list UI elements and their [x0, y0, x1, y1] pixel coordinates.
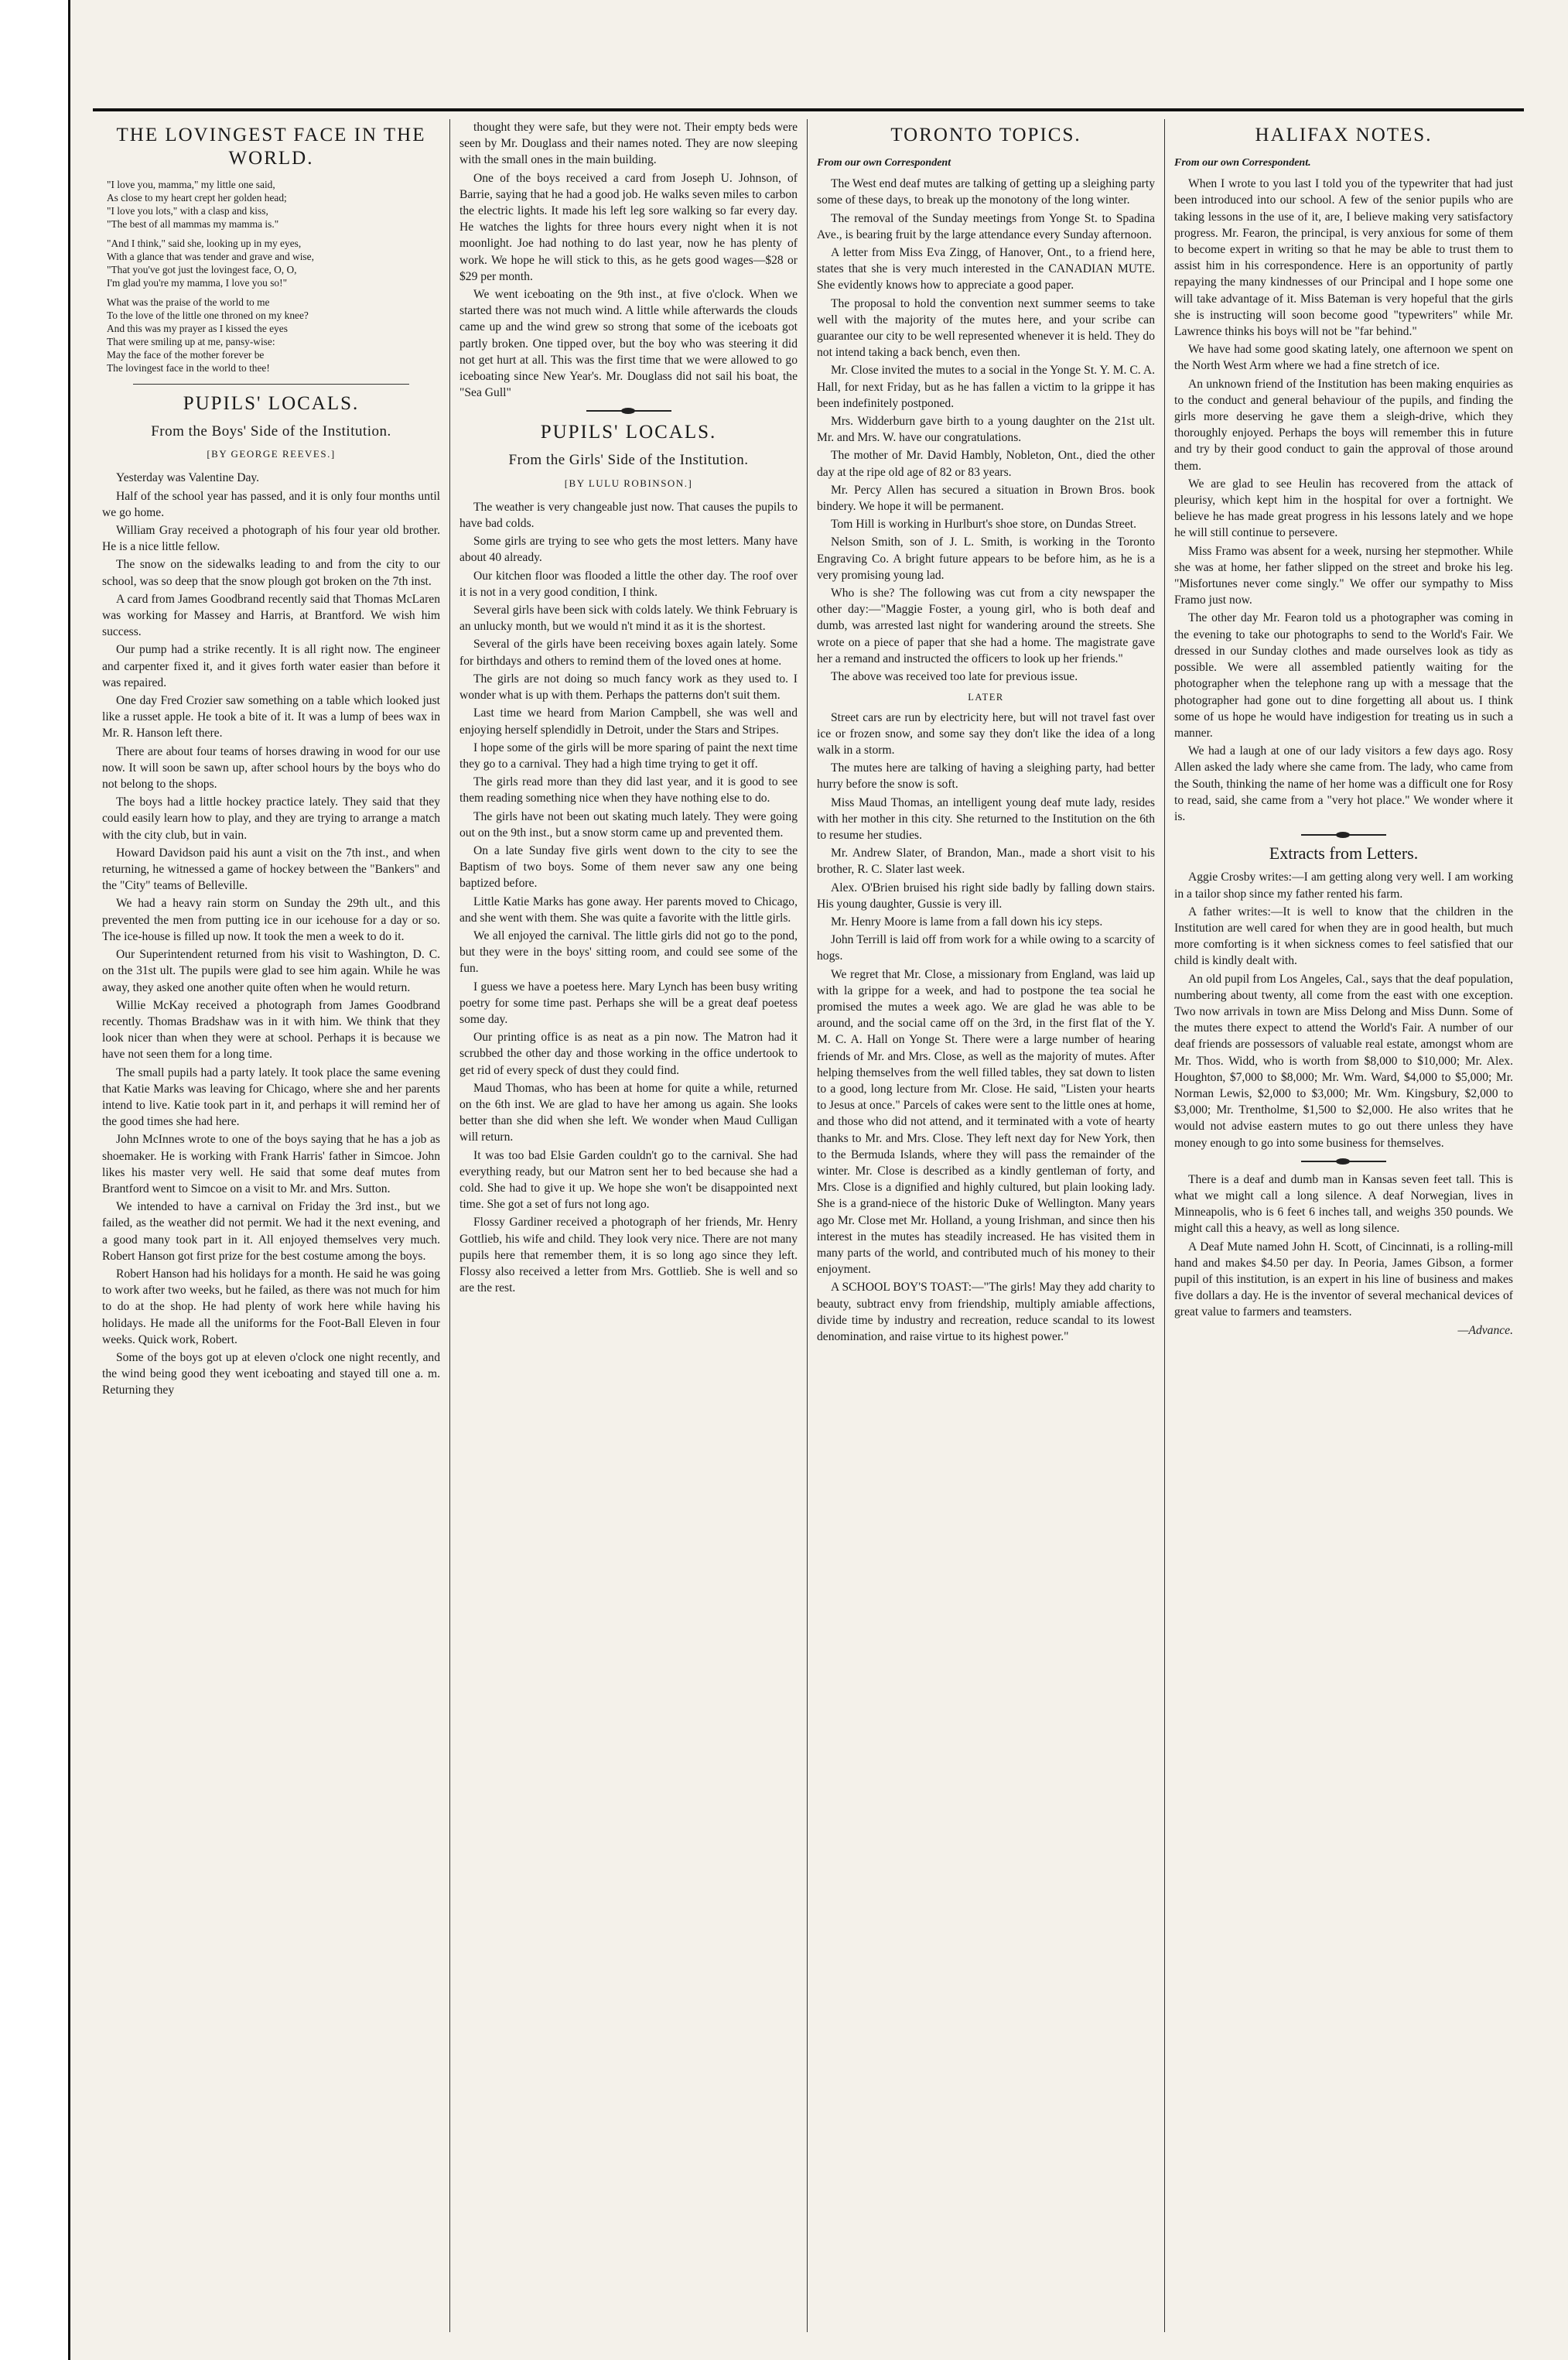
column-2: [450, 119, 808, 2332]
poem-line: "That you've got just the lovingest face, O, O,: [107, 264, 297, 275]
source-credit: —Advance.: [1457, 1323, 1513, 1337]
paragraph: Mrs. Widderburn gave birth to a young daughter on the 21st ult. Mr. and Mrs. W. have our congratulations.: [817, 415, 1155, 445]
extracts-title: Extracts from Letters.: [1269, 843, 1419, 864]
closing-items: [1174, 1171, 1513, 1321]
paragraph: The above was received too late for previous issue.: [831, 670, 1078, 684]
paragraph: Several of the girls have been receiving boxes again lately. Some for birthdays and others to remind them of the loved ones at home.: [459, 638, 798, 668]
poem-line: As close to my heart crept her golden head;: [107, 192, 287, 204]
paragraph: A card from James Goodbrand recently said that Thomas McLaren was working for Massey and Harris, at Brantford. We wish him success.: [102, 592, 440, 639]
toronto-later-body: [817, 710, 1155, 1346]
paragraph: Mr. Andrew Slater, of Brandon, Man., made a short visit to his brother, R. C. Slater last week.: [817, 847, 1155, 877]
extracts-body: [1174, 869, 1513, 1151]
toronto-topics-title: TORONTO TOPICS.: [890, 125, 1081, 145]
paragraph: Howard Davidson paid his aunt a visit on the 7th inst., and when returning, he witnessed a game of hockey between the "Bankers" and the "City" teams of Belleville.: [102, 846, 440, 893]
paragraph: On a late Sunday five girls went down to the city to see the Baptism of two boys. Some of them never saw any one being baptized before.: [459, 843, 798, 891]
paragraph: The girls read more than they did last year, and it is good to see them reading something nice when they have nothing else to do.: [459, 775, 798, 805]
paragraph: Our Superintendent returned from his visit to Washington, D. C. on the 31st ult. The pupils were glad to see him again. While he was away, they asked one another quite often when he would return.: [102, 948, 440, 994]
toronto-topics-body: [817, 176, 1155, 685]
paragraph: We had a laugh at one of our lady visitors a few days ago. Rosy Allen asked the lady where she came from. The lady, who came from the South, thinking the name of her home was a difficult one for Rosy to read, said, she came from a "very hot place." We wonder where it is.: [1174, 744, 1513, 823]
column-3: [808, 119, 1165, 2332]
poem: [107, 178, 440, 375]
paragraph: The proposal to hold the convention next summer seems to take well with the majority of the mutes here, and your scribe can guarantee our city to be well represented whenever it is held. They do not intend taking a back bench, even then.: [817, 296, 1155, 360]
paragraph: A letter from Miss Eva Zingg, of Hanover, Ont., to a friend here, states that she is very much interested in the CANADIAN MUTE. She evidently knows how to appreciate a good paper.: [817, 246, 1155, 292]
poem-line: "The best of all mammas my mamma is.": [107, 218, 279, 230]
paragraph: Alex. O'Brien bruised his right side badly by falling down stairs. His young daughter, Gussie is very ill.: [817, 881, 1155, 911]
paragraph: We all enjoyed the carnival. The little girls did not go to the pond, but they were in the boys' sitting room, and could see some of the fun.: [459, 929, 798, 976]
girls-locals-subtitle: From the Girls' Side of the Institution.: [508, 452, 749, 469]
poem-line: I'm glad you're my mamma, I love you so!": [107, 277, 288, 289]
paragraph: When I wrote to you last I told you of the typewriter that had just been introduced into our school. A few of the senior pupils who are taking lessons in the use of it, are, I believe making very satisfactory progress. Mr. Fearon, the principal, is very anxious for some of them to become expert in writing so that he may be able to trust them to assist him in his correspondence. Here is an opportunity of partly repaying the many kindnesses of our Principal and I hope some one will take advantage of it. Miss Bateman is very hopeful that the girls she is instructing will soon become good "typewriters" while Mr. Lawrence thinks his boys will not be "far behind.": [1174, 177, 1513, 339]
paragraph: Half of the school year has passed, and it is only four months until we go home.: [102, 489, 440, 519]
paragraph: A SCHOOL BOY'S TOAST:—"The girls! May they add charity to beauty, subtract envy from friendship, multiply amiable affections, divide time by industry and recreation, reduce scandal to its lowest denomination, and raise virtue to its highest power.": [817, 1281, 1155, 1344]
halifax-notes-body: [1174, 176, 1513, 825]
paragraph: Street cars are run by electricity here, but will not travel fast over ice or frozen snow, and some say they don't like the idea of a long walk in a storm.: [817, 710, 1155, 757]
paragraph: John Terrill is laid off from work for a while owing to a scarcity of hogs.: [817, 933, 1155, 963]
column-1: [93, 119, 450, 2332]
paragraph: Nelson Smith, son of J. L. Smith, is working in the Toronto Engraving Co. A bright future appears to be before him, as he is a very promising young lad.: [817, 535, 1155, 582]
girls-locals-byline: [BY LULU ROBINSON.]: [564, 477, 693, 489]
paragraph: Mr. Close invited the mutes to a social in the Yonge St. Y. M. C. A. Hall, for next Friday, but as he has fallen a victim to la grippe it has been indefinitely postponed.: [817, 364, 1155, 410]
paragraph: Who is she? The following was cut from a city newspaper the other day:—"Maggie Foster, a young girl, who is both deaf and dumb, was arrested last night for wandering around the streets. She wrote on a piece of paper that she had a home. The magistrate gave her a remand and instructed the officers to look up her friends.": [817, 587, 1155, 665]
paragraph: I hope some of the girls will be more sparing of paint the next time they go to a carnival. They had a high time trying to get it off.: [459, 740, 798, 771]
paragraph: We intended to have a carnival on Friday the 3rd inst., but we failed, as the weather did not permit. We had it the next evening, and a good many took part in it. All enjoyed themselves very much. Robert Hanson got first prize for the best costume among the boys.: [102, 1200, 440, 1263]
paragraph: Our pump had a strike recently. It is all right now. The engineer and carpenter fixed it, and it gives forth water easier than before it was repaired.: [102, 643, 440, 689]
paragraph: Willie McKay received a photograph from James Goodbrand recently. Thomas Bradshaw was in it with him. We think that they look nicer than when they were at school. Perhaps it is because we have not seen them for a long time.: [102, 998, 440, 1062]
toronto-correspondent: From our own Correspondent: [817, 157, 951, 169]
paragraph: John McInnes wrote to one of the boys saying that he has a job as shoemaker. He is working with Frank Harris' father in Simcoe. John likes his master very well. He said that some deaf mutes from Brantford went to Simcoe on a visit to Mr. and Mrs. Sutton.: [102, 1133, 440, 1195]
paragraph: Yesterday was Valentine Day.: [116, 471, 260, 485]
paragraph: We went iceboating on the 9th inst., at five o'clock. When we started there was not much wind. A little while afterwards the clouds came up and the wind grew so strong that some of the iceboats got partly broken. One tipped over, but the boy who was steering it did not get hurt at all. This was the first time that we were allowed to go iceboating since New Year's. Mr. Douglass did not sail his boat, the "Sea Gull": [459, 288, 798, 400]
top-rule: [93, 108, 1524, 111]
poem-line: That were smiling up at me, pansy-wise:: [107, 336, 275, 347]
paragraph: William Gray received a photograph of his four year old brother. He is a nice little fellow.: [102, 524, 440, 554]
paragraph: An unknown friend of the Institution has been making enquiries as to the conduct and general behaviour of the pupils, and finding the girls more deserving he gave them a sleigh-drive, which they thoroughly enjoyed. Perhaps the boys will remember this in future and try by their good conduct to gain the approval of those around them.: [1174, 377, 1513, 473]
column-4: [1165, 119, 1522, 2332]
paragraph: It was too bad Elsie Garden couldn't go to the carnival. She had everything ready, but our Matron sent her to bed because she had a cold. She had to give it up. We hope she won't be disappointed next time. She got a set of furs not long ago.: [459, 1148, 798, 1212]
ornament-divider: [1301, 834, 1386, 836]
poem-line: "And I think," said she, looking up in my eyes,: [107, 238, 302, 249]
boys-locals-subtitle: From the Boys' Side of the Institution.: [151, 423, 391, 440]
paragraph: The mutes here are talking of having a sleighing party, had better hurry before the snow is soft.: [817, 761, 1155, 792]
newspaper-page: [93, 108, 1524, 2337]
paragraph: The girls are not doing so much fancy work as they used to. I wonder what is up with them. Perhaps the patterns don't suit them.: [459, 672, 798, 703]
boys-locals-continued: [459, 119, 798, 401]
paragraph: One day Fred Crozier saw something on a table which looked just like a russet apple. He took a bite of it. It was a lump of bees wax in Mr. R. Hanson left there.: [102, 694, 440, 740]
paragraph: Last time we heard from Marion Campbell, she was well and enjoying herself splendidly in Detroit, under the Stars and Stripes.: [459, 706, 798, 737]
paragraph: There are about four teams of horses drawing in wood for our use now. It will soon be sawn up, after school hours by the boys who do not belong to the shops.: [102, 744, 440, 792]
poem-title: THE LOVINGEST FACE IN THE WORLD.: [116, 125, 426, 169]
paragraph: The West end deaf mutes are talking of getting up a sleighing party some of these days, to break up the monotony of the long winter.: [817, 177, 1155, 207]
paragraph: An old pupil from Los Angeles, Cal., says that the deaf population, numbering about twenty, all come from the east with one exception. Two now arrivals in town are Miss Delong and Miss Dunn. Some of the mutes there expect to attend the World's Fair. A number of our deaf friends are possessors of valuable real estate, amongst whom are Mr. Thos. Widd, who is worth from $8,000 to $10,000; Mr. Alex. Houghton, $7,000 to $8,000; Mr. Wm. Ward, $4,000 to $5,000; Mr. Norman Lewis, $2,000 to $3,000; Mr. Wm. Kingsbury, $2,000 to $3,000; Mr. Trentholme, $1,500 to $2,000. He also writes that he would not advise eastern mutes to go out there unless they have money enough to go into some business for themselves.: [1174, 972, 1513, 1150]
paragraph: The snow on the sidewalks leading to and from the city to our school, was so deep that the snow plough got broken on the 7th inst.: [102, 558, 440, 588]
poem-line: To the love of the little one throned on my knee?: [107, 310, 309, 321]
paragraph: The removal of the Sunday meetings from Yonge St. to Spadina Ave., is bearing fruit by the large attendance every Sunday afternoon.: [817, 211, 1155, 241]
paragraph: Several girls have been sick with colds lately. We think February is an unlucky month, but we would n't mind it as it is the shortest.: [459, 604, 798, 634]
paragraph: Some of the boys got up at eleven o'clock one night recently, and the wind being good they went iceboating and stayed till one a. m. Returning they: [102, 1350, 440, 1397]
poem-stanza: [107, 296, 440, 375]
halifax-correspondent: From our own Correspondent.: [1174, 157, 1311, 169]
paragraph: I guess we have a poetess here. Mary Lynch has been busy writing poetry for some time past. Perhaps she will be a great deaf poetess some day.: [459, 980, 798, 1026]
divider: [133, 384, 409, 385]
paragraph: Robert Hanson had his holidays for a month. He said he was going to work after two weeks, but he failed, as there was not much for him to do at the shop. He had plenty of work here while having his holidays. He made all the uniforms for the Foot-Ball Eleven in four weeks. Quick work, Robert.: [102, 1267, 440, 1346]
poem-line: May the face of the mother forever be: [107, 349, 265, 361]
paragraph: The mother of Mr. David Hambly, Nobleton, Ont., died the other day at the ripe old age of 82 or 83 years.: [817, 449, 1155, 479]
poem-line: The lovingest face in the world to thee!: [107, 362, 270, 374]
poem-line: "I love you, mamma," my little one said,: [107, 179, 275, 190]
paragraph: Flossy Gardiner received a photograph of her friends, Mr. Henry Gottlieb, his wife and child. They look very nice. There are not many pupils here that remember them, it is so long ago since they left. Flossy also received a letter from Mrs. Gottlieb. She is well and so are the rest.: [459, 1216, 798, 1295]
boys-locals-body: [102, 470, 440, 1398]
later-label: LATER: [968, 692, 1004, 703]
paragraph: Our kitchen floor was flooded a little the other day. The roof over it is not in a very good condition, I think.: [459, 569, 798, 599]
ornament-divider: [1301, 1161, 1386, 1162]
paragraph: We had a heavy rain storm on Sunday the 29th ult., and this prevented the men from putting ice in our icehouse for a day or so. The ice-house is filled up now. It took the men a week to do it.: [102, 897, 440, 943]
paragraph: Maud Thomas, who has been at home for quite a while, returned on the 6th inst. We are glad to have her among us again. She looks better than she did when she left. We wonder when Maud Culligan will return.: [459, 1081, 798, 1144]
boys-locals-title: PUPILS' LOCALS.: [183, 393, 360, 414]
paragraph: Our printing office is as neat as a pin now. The Matron had it scrubbed the other day and those working in the office undertook to get rid of every speck of dust they could find.: [459, 1031, 798, 1077]
paragraph: The other day Mr. Fearon told us a photographer was coming in the evening to take our photographs to send to the World's Fair. We dressed in our Sunday clothes and made ourselves look as tidy as possible. We were all assembled patiently waiting for the photographer when the telephone rang up with a message that the photographer had gone out to dine forgetting all about us. I think some of us hope he would have indigestion for treating us in such a manner.: [1174, 611, 1513, 740]
paragraph: Little Katie Marks has gone away. Her parents moved to Chicago, and she went with them. She was quite a favorite with the little girls.: [459, 894, 798, 925]
paragraph: We have had some good skating lately, one afternoon we spent on the North West Arm where we had a fine stretch of ice.: [1174, 343, 1513, 373]
paragraph: The girls have not been out skating much lately. They were going out on the 9th inst., but a snow storm came up and prevented them.: [459, 809, 798, 840]
paragraph: A father writes:—It is well to know that the children in the Institution are well cared for when they are in good health, but much more comforting is it when sickness comes to feel satisfied that our child is kindly dealt with.: [1174, 905, 1513, 968]
poem-line: "I love you lots," with a clasp and kiss,: [107, 205, 268, 217]
paragraph: Aggie Crosby writes:—I am getting along very well. I am working in a tailor shop since my father rented his farm.: [1174, 870, 1513, 901]
columns: [93, 119, 1524, 2332]
paragraph: Miss Maud Thomas, an intelligent young deaf mute lady, resides with her mother in this city. She returned to the Institution on the 6th to resume her studies.: [817, 795, 1155, 842]
poem-line: And this was my prayer as I kissed the eyes: [107, 323, 288, 334]
paragraph: There is a deaf and dumb man in Kansas seven feet tall. This is what we might call a long silence. A deaf Norwegian, lives in Minneapolis, who is 6 feet 6 inches tall, and weighs 350 pounds. We might call this a heavy, as well as long silence.: [1174, 1172, 1513, 1236]
poem-stanza: [107, 178, 440, 231]
paragraph: Tom Hill is working in Hurlburt's shoe store, on Dundas Street.: [831, 518, 1136, 532]
poem-stanza: [107, 237, 440, 289]
poem-line: With a glance that was tender and grave and wise,: [107, 251, 314, 262]
paragraph: Some girls are trying to see who gets the most letters. Many have about 40 already.: [459, 535, 798, 565]
paragraph: The boys had a little hockey practice lately. They said that they could easily learn how to play, and they are trying to arrange a match with the city club, but in vain.: [102, 795, 440, 842]
girls-locals-body: [459, 499, 798, 1297]
paragraph: The small pupils had a party lately. It took place the same evening that Katie Marks was leaving for Chicago, where she and her parents intend to live. Katie took part in it, and perhaps it will remind her of the good times she had here.: [102, 1065, 440, 1129]
paragraph: One of the boys received a card from Joseph U. Johnson, of Barrie, saying that he had a good job. He walks seven miles to carbon the electric lights. It made his left leg sore walking so far every day. He watches the lights for three hours every night when it is not moonlight. Joe had nothing to do last year, now he has plenty of work. We hope he will stick to this, as he gets good wages—$28 or $29 per month.: [459, 171, 798, 283]
ornament-divider: [586, 410, 671, 412]
paragraph: We regret that Mr. Close, a missionary from England, was laid up with la grippe for a week, and had to postpone the tea social he promised the mutes a week ago. We are glad he was able to be around, and the social came off on the 3rd, in the first flat of the Y. M. C. A. Hall on Yonge St. There were a large number of hearing friends of Mr. and Mrs. Close, as well as the majority of mutes. After helping themselves from the well filled tables, they sat down to listen to a good, long lecture from Mr. Close. He said, "Listen your hearts to Jesus at once." Parcels of cakes were sent to the little ones at home, and those who did not attend, and it terminated with a vote of hearty thanks to Mr. and Mrs. Close. They left next day for New York, then to the Bermuda Islands, where they will pass the remainder of the winter. Mr. Close is described as a kindly gentleman of forty, and Mrs. Close is a dignified and highly cultured, but plain looking lady. She is a grand-niece of the historic Duke of Wellington. Many years ago Mr. Close met Mr. Holland, a young Irishman, and since then his interest in the mutes has steadily increased. He has visited them in many parts of the world, and contributed much of his money to their enjoyment.: [817, 967, 1155, 1277]
paragraph: thought they were safe, but they were not. Their empty beds were seen by Mr. Douglass and their names noted. They are now sleeping with the small ones in the main building.: [459, 121, 798, 167]
paragraph: We are glad to see Heulin has recovered from the attack of pleurisy, which kept him in the hospital for over a fortnight. We believe he has made great progress in his lessons lately and we hope he will still continue to persevere.: [1174, 477, 1513, 540]
girls-locals-title: PUPILS' LOCALS.: [540, 422, 717, 443]
page-edge: [0, 0, 70, 2360]
halifax-notes-title: HALIFAX NOTES.: [1255, 125, 1433, 145]
paragraph: Mr. Percy Allen has secured a situation in Brown Bros. book bindery. We hope it will be permanent.: [817, 483, 1155, 514]
paragraph: Miss Framo was absent for a week, nursing her stepmother. While she was at home, her father slipped on the street and broke his leg. "Misfortunes never come singly." We offer our sympathy to Miss Framo just now.: [1174, 544, 1513, 607]
poem-line: What was the praise of the world to me: [107, 296, 270, 308]
boys-locals-byline: [BY GEORGE REEVES.]: [207, 448, 336, 460]
paragraph: A Deaf Mute named John H. Scott, of Cincinnati, is a rolling-mill hand and makes $4.50 per day. In Peoria, James Gibson, a former pupil of this institution, is an expert in his line of business and makes five dollars a day. He is the inventor of several mechanical devices of great value to farmers and teamsters.: [1174, 1240, 1513, 1319]
paragraph: The weather is very changeable just now. That causes the pupils to have bad colds.: [459, 500, 798, 531]
paragraph: Mr. Henry Moore is lame from a fall down his icy steps.: [831, 915, 1103, 929]
